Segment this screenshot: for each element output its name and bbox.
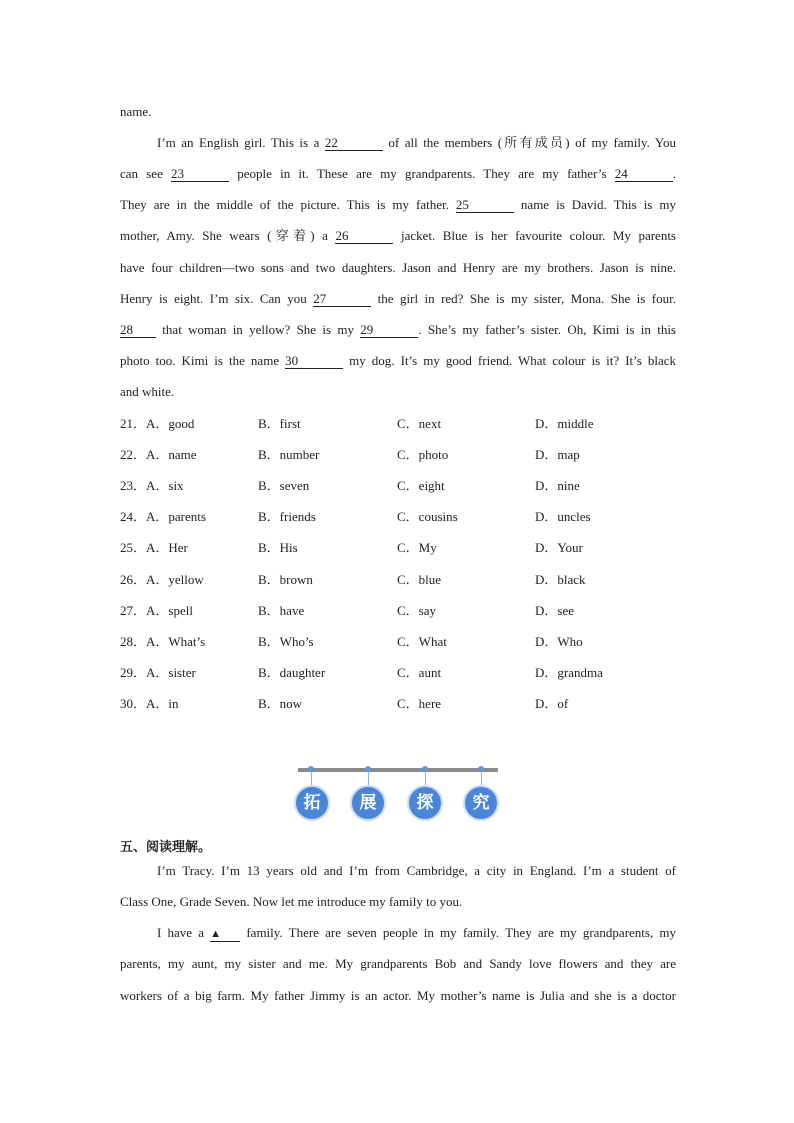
option-a: 21．A．good bbox=[120, 416, 195, 431]
option-d: D．grandma bbox=[535, 664, 603, 680]
passage-text: Class One, Grade Seven. Now let me introduce my family to you. bbox=[120, 894, 463, 909]
passage-line bbox=[120, 988, 676, 1004]
passage-line bbox=[120, 322, 676, 338]
option-b: B．number bbox=[258, 447, 320, 463]
passage-text: the girl in red? She is my sister, Mona. She is four. bbox=[371, 291, 676, 306]
option-d: D．Who bbox=[535, 633, 583, 649]
passage-text: parents, my aunt, my sister and me. My grandparents Bob and Sandy love flowers and they are bbox=[120, 956, 676, 971]
passage-line bbox=[120, 384, 676, 400]
passage-line bbox=[120, 228, 676, 244]
passage-text: people in it. These are my grandparents. They are my father’s bbox=[229, 166, 615, 181]
passage-text: that woman in yellow? She is my bbox=[156, 322, 361, 337]
banner-badge: 探 bbox=[407, 785, 443, 821]
option-a: 22．A．name bbox=[120, 447, 197, 463]
question-row bbox=[120, 540, 680, 558]
question-row bbox=[120, 603, 680, 621]
option-c: C．blue bbox=[397, 571, 442, 587]
option-b: B．His bbox=[258, 540, 298, 556]
option-d: D．see bbox=[535, 602, 574, 618]
passage-text: They are in the middle of the picture. This is my father. bbox=[120, 197, 456, 212]
passage-text: I have a bbox=[157, 925, 211, 940]
banner-stem bbox=[481, 770, 482, 786]
passage-text: my dog. It’s my good friend. What colour is it? It’s black bbox=[343, 353, 676, 368]
passage-text: workers of a big farm. My father Jimmy is an actor. My mother’s name is Julia and she is a doctor bbox=[120, 988, 676, 1003]
blank-25: 25 bbox=[456, 198, 514, 213]
option-c: C．here bbox=[397, 695, 442, 711]
option-d: D．map bbox=[535, 447, 580, 463]
blank-28: 28 bbox=[120, 323, 156, 338]
question-row bbox=[120, 696, 680, 714]
blank-30: 30 bbox=[285, 354, 343, 369]
passage-text: . She’s my father’s sister. Oh, Kimi is in this bbox=[418, 322, 676, 337]
blank-29: 29 bbox=[360, 323, 418, 338]
passage-line bbox=[120, 166, 676, 182]
option-b: B．brown bbox=[258, 571, 313, 587]
passage-text: can see bbox=[120, 166, 172, 181]
section-heading: 五、阅读理解。 bbox=[120, 840, 212, 855]
option-c: C．eight bbox=[397, 478, 445, 494]
banner-dot bbox=[478, 766, 484, 772]
option-a: 24．A．parents bbox=[120, 509, 206, 525]
banner-badge: 究 bbox=[463, 785, 499, 821]
option-b: B．have bbox=[258, 602, 305, 618]
option-b: B．now bbox=[258, 695, 303, 711]
option-d: D．Your bbox=[535, 540, 583, 556]
question-row bbox=[120, 634, 680, 652]
option-c: C．What bbox=[397, 633, 447, 649]
passage-text: name. bbox=[120, 104, 152, 119]
option-d: D．uncles bbox=[535, 509, 591, 525]
banner-stem bbox=[311, 770, 312, 786]
option-b: B．Who’s bbox=[258, 633, 314, 649]
passage-line bbox=[120, 956, 676, 972]
option-b: B．first bbox=[258, 416, 301, 431]
passage-text: name is David. This is my bbox=[513, 197, 676, 212]
option-c: C．next bbox=[397, 416, 442, 431]
banner-stem bbox=[425, 770, 426, 786]
option-c: C．say bbox=[397, 602, 437, 618]
option-a: 29．A．sister bbox=[120, 664, 196, 680]
option-d: D．nine bbox=[535, 478, 580, 494]
option-b: B．daughter bbox=[258, 664, 326, 680]
passage-text: family. There are seven people in my family. They are my grandparents, my bbox=[240, 925, 677, 940]
passage-line bbox=[120, 260, 676, 276]
blank-23: 23 bbox=[171, 167, 229, 182]
banner-rail bbox=[298, 768, 498, 772]
option-a: 23．A．six bbox=[120, 478, 184, 494]
passage-line bbox=[120, 353, 676, 369]
option-a: 27．A．spell bbox=[120, 602, 193, 618]
option-c: C．My bbox=[397, 540, 437, 556]
passage-text: . bbox=[672, 166, 677, 181]
option-a: 30．A．in bbox=[120, 695, 179, 711]
question-row bbox=[120, 416, 680, 434]
option-a: 25．A．Her bbox=[120, 540, 188, 556]
triangle-blank: ▲ bbox=[210, 927, 240, 942]
option-b: B．friends bbox=[258, 509, 316, 525]
passage-text: Henry is eight. I’m six. Can you bbox=[120, 291, 314, 306]
option-a: 26．A．yellow bbox=[120, 571, 204, 587]
option-b: B．seven bbox=[258, 478, 310, 494]
banner-dot bbox=[365, 766, 371, 772]
passage-line bbox=[157, 135, 676, 151]
passage-text: of all the members (所有成员) of my family. You bbox=[382, 135, 676, 150]
passage-text: mother, Amy. She wears (穿着) a bbox=[120, 228, 336, 243]
question-row bbox=[120, 478, 680, 496]
passage-line bbox=[120, 197, 676, 213]
passage-text: have four children—two sons and two daughters. Jason and Henry are my brothers. Jason is nine. bbox=[120, 260, 676, 275]
passage-line bbox=[157, 925, 676, 942]
passage-text: I’m an English girl. This is a bbox=[157, 135, 325, 150]
option-d: D．middle bbox=[535, 416, 594, 431]
passage-text: photo too. Kimi is the name bbox=[120, 353, 286, 368]
passage-text: and white. bbox=[120, 384, 175, 399]
banner-badge: 展 bbox=[350, 785, 386, 821]
option-c: C．photo bbox=[397, 447, 449, 463]
option-c: C．aunt bbox=[397, 664, 442, 680]
blank-26: 26 bbox=[335, 229, 393, 244]
passage-text: I’m Tracy. I’m 13 years old and I’m from Cambridge, a city in England. I’m a student of bbox=[157, 863, 676, 878]
blank-27: 27 bbox=[313, 292, 371, 307]
question-row bbox=[120, 447, 680, 465]
option-d: D．black bbox=[535, 571, 586, 587]
banner-dot bbox=[422, 766, 428, 772]
banner-dot bbox=[308, 766, 314, 772]
blank-24: 24 bbox=[615, 167, 673, 182]
passage-line bbox=[157, 863, 676, 879]
section-banner bbox=[294, 764, 504, 824]
passage-line bbox=[120, 104, 676, 120]
passage-line bbox=[120, 894, 676, 910]
passage-line bbox=[120, 291, 676, 307]
blank-22: 22 bbox=[325, 136, 383, 151]
passage-text: jacket. Blue is her favourite colour. My parents bbox=[393, 228, 676, 243]
option-c: C．cousins bbox=[397, 509, 458, 525]
option-a: 28．A．What’s bbox=[120, 633, 206, 649]
question-row bbox=[120, 572, 680, 590]
banner-badge: 拓 bbox=[294, 785, 330, 821]
option-d: D．of bbox=[535, 695, 569, 711]
question-row bbox=[120, 509, 680, 527]
question-row bbox=[120, 665, 680, 683]
banner-stem bbox=[368, 770, 369, 786]
